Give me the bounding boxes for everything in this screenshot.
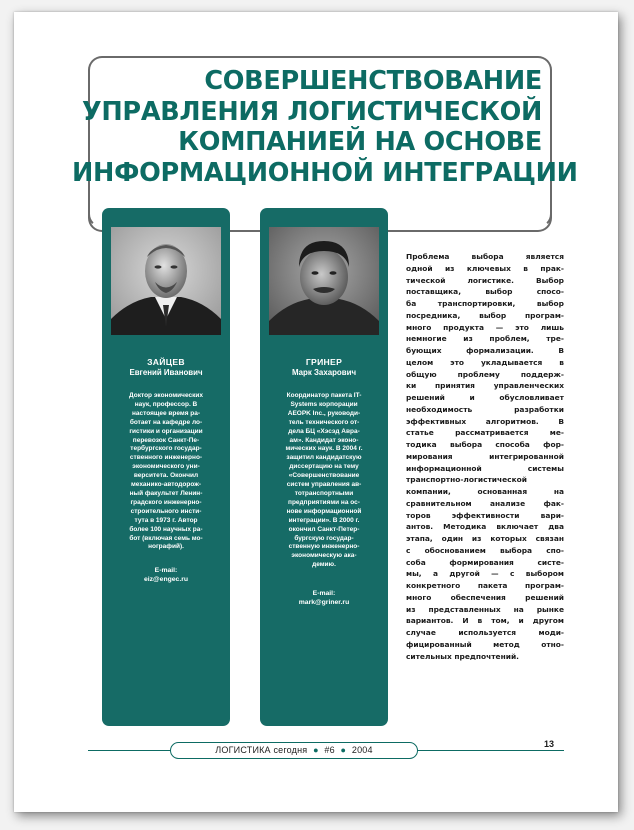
abstract-line: много обеспечения решений xyxy=(406,592,564,602)
abstract-line: посредника, выбор програм- xyxy=(406,310,564,320)
title-line: СОВЕРШЕНСТВОВАНИЕ xyxy=(204,66,542,96)
bio-line: экономического уни- xyxy=(132,463,200,471)
bio-line: более 100 научных ра- xyxy=(129,525,203,533)
author-bio xyxy=(266,392,382,570)
abstract-line: этапа, один из которых связан xyxy=(406,534,564,543)
bio-line: ам». Кандидат эконо- xyxy=(289,436,359,444)
email-label: E-mail: xyxy=(154,567,178,574)
abstract-line: тодика выбора способа фор- xyxy=(406,440,564,449)
abstract-line: транспортно-логистической xyxy=(406,475,527,485)
abstract-line: торов эффективности вари- xyxy=(406,510,564,520)
bio-line: «Совершенствование xyxy=(288,472,360,480)
abstract-line: много продукта — это лишь xyxy=(406,322,564,332)
article-abstract xyxy=(406,251,564,662)
page-number: 13 xyxy=(544,739,555,749)
abstract-line: эффективных алгоритмов. В xyxy=(406,416,564,426)
bio-line: ственную инженерно- xyxy=(288,543,360,551)
author-card-griner xyxy=(260,208,388,726)
bio-line: ный факультет Ленин- xyxy=(129,489,203,497)
bio-line: Координатор пакета IT- xyxy=(286,392,362,399)
abstract-line: сительных предпочтений. xyxy=(406,651,519,661)
bio-line: мических наук. В 2004 г. xyxy=(285,445,363,453)
bio-line: предприятиями на ос- xyxy=(288,498,360,506)
author-bio xyxy=(108,392,224,552)
bio-line: ботает на кафедре ло- xyxy=(129,418,203,426)
abstract-line: ки принятия управленческих xyxy=(406,381,564,391)
abstract-line: соба формирования систе- xyxy=(406,557,564,567)
bio-line: градского инженерно- xyxy=(130,498,202,506)
abstract-line: конкретного пакета програм- xyxy=(406,581,564,590)
abstract-line: тической логистике. Выбор xyxy=(406,275,564,285)
article-title xyxy=(72,66,578,188)
abstract-line: фицированный метод отно- xyxy=(406,639,564,649)
bio-line: демию. xyxy=(312,561,336,569)
author-photo-zaitsev xyxy=(111,227,221,335)
abstract-line: с обоснованием выбора спо- xyxy=(406,545,564,555)
abstract-line: необходимость разработки xyxy=(406,404,564,414)
abstract-line: сравнительном анализе фак- xyxy=(406,498,564,508)
bio-line: верситета. Окончил xyxy=(133,472,199,480)
abstract-line: Проблема выбора является xyxy=(406,252,564,261)
bio-line: тель технического от- xyxy=(288,418,360,426)
abstract-line: из представленных на рынке xyxy=(406,604,564,614)
bio-line: ственного инженерно- xyxy=(129,454,203,462)
abstract-line: поставщика, выбор спосо- xyxy=(406,287,564,297)
journal-name: ЛОГИСТИКА сегодня xyxy=(215,745,308,755)
bio-line: AEOPK Inc., руководи- xyxy=(287,409,361,417)
bio-line: Доктор экономических xyxy=(129,392,203,399)
author-email-link[interactable]: mark@griner.ru xyxy=(298,599,350,606)
abstract-line: общую проблему поддерж- xyxy=(406,369,564,379)
bullet-dot-icon: ● xyxy=(313,745,319,755)
abstract-line: целом это укладывается в xyxy=(406,357,564,367)
bio-line: Systems корпорации xyxy=(290,400,358,408)
abstract-line: мирования интегрированной xyxy=(406,451,564,461)
abstract-line: мы, а другой — с выбором xyxy=(406,569,564,579)
email-label: E-mail: xyxy=(312,590,336,597)
bio-line: наук, профессор. В xyxy=(134,400,198,408)
bio-line: защитил кандидатскую xyxy=(286,454,362,462)
abstract-line: бующих формализации. В xyxy=(406,346,564,355)
abstract-line: решений и обусловливает xyxy=(406,393,564,402)
bio-line: нове информационной xyxy=(286,507,362,515)
abstract-line: вариантов. И в том, и другом xyxy=(406,616,564,626)
author-photo-griner xyxy=(269,227,379,335)
title-line: ИНФОРМАЦИОННОЙ ИНТЕГРАЦИИ xyxy=(72,157,578,188)
abstract-line: статье рассматривается ме- xyxy=(406,428,564,438)
bullet-dot-icon: ● xyxy=(340,745,347,755)
bio-line: гистики и организации xyxy=(129,427,203,435)
bio-line: настоящее время ра- xyxy=(131,409,201,417)
abstract-line: немногие из проблем, тре- xyxy=(406,334,564,344)
title-line: УПРАВЛЕНИЯ ЛОГИСТИЧЕСКОЙ xyxy=(82,96,542,127)
bio-line: диссертацию на тему xyxy=(289,463,359,471)
bio-line: строительного инсти- xyxy=(130,507,202,515)
abstract-line: информационной системы xyxy=(406,463,564,473)
bio-line: перевозок Санкт-Пе- xyxy=(132,436,200,444)
bio-line: бот (включая семь мо- xyxy=(129,534,203,542)
bio-line: тербургского государ- xyxy=(130,445,202,453)
bio-line: нографий). xyxy=(148,543,184,551)
bio-line: механико-автодорож- xyxy=(130,481,202,489)
footer-journal-badge xyxy=(170,742,418,759)
author-fullname: Евгений Иванович xyxy=(129,368,203,377)
bio-line: интеграции». В 2000 г. xyxy=(288,516,360,524)
issue-year: 2004 xyxy=(351,745,373,755)
author-surname: ГРИНЕР xyxy=(305,357,343,367)
abstract-line: компании, основанная на xyxy=(406,487,564,496)
author-card-zaitsev xyxy=(102,208,230,726)
author-surname: ЗАЙЦЕВ xyxy=(147,357,185,367)
issue-number: #6 xyxy=(324,745,335,755)
title-line: КОМПАНИЕЙ НА ОСНОВЕ xyxy=(178,127,542,157)
abstract-line: ба транспортировки, выбор xyxy=(406,299,564,308)
author-fullname: Марк Захарович xyxy=(291,368,357,377)
author-email-link[interactable]: eiz@engec.ru xyxy=(143,576,189,583)
bio-line: тута в 1973 г. Автор xyxy=(134,516,198,524)
bio-line: окончил Санкт-Петер- xyxy=(288,525,360,533)
bio-line: бургскую государ- xyxy=(294,534,354,542)
bio-line: систем управления ав- xyxy=(286,481,362,489)
bio-line: дела БЦ «Хэсэд Авра- xyxy=(288,427,360,435)
abstract-line: одной из ключевых в прак- xyxy=(406,263,564,273)
abstract-line: случае используется моди- xyxy=(406,628,564,637)
abstract-line: антов. Методика включает два xyxy=(406,522,564,532)
bio-line: тотранспортными xyxy=(294,489,354,497)
bio-line: экономическую ака- xyxy=(291,552,357,560)
